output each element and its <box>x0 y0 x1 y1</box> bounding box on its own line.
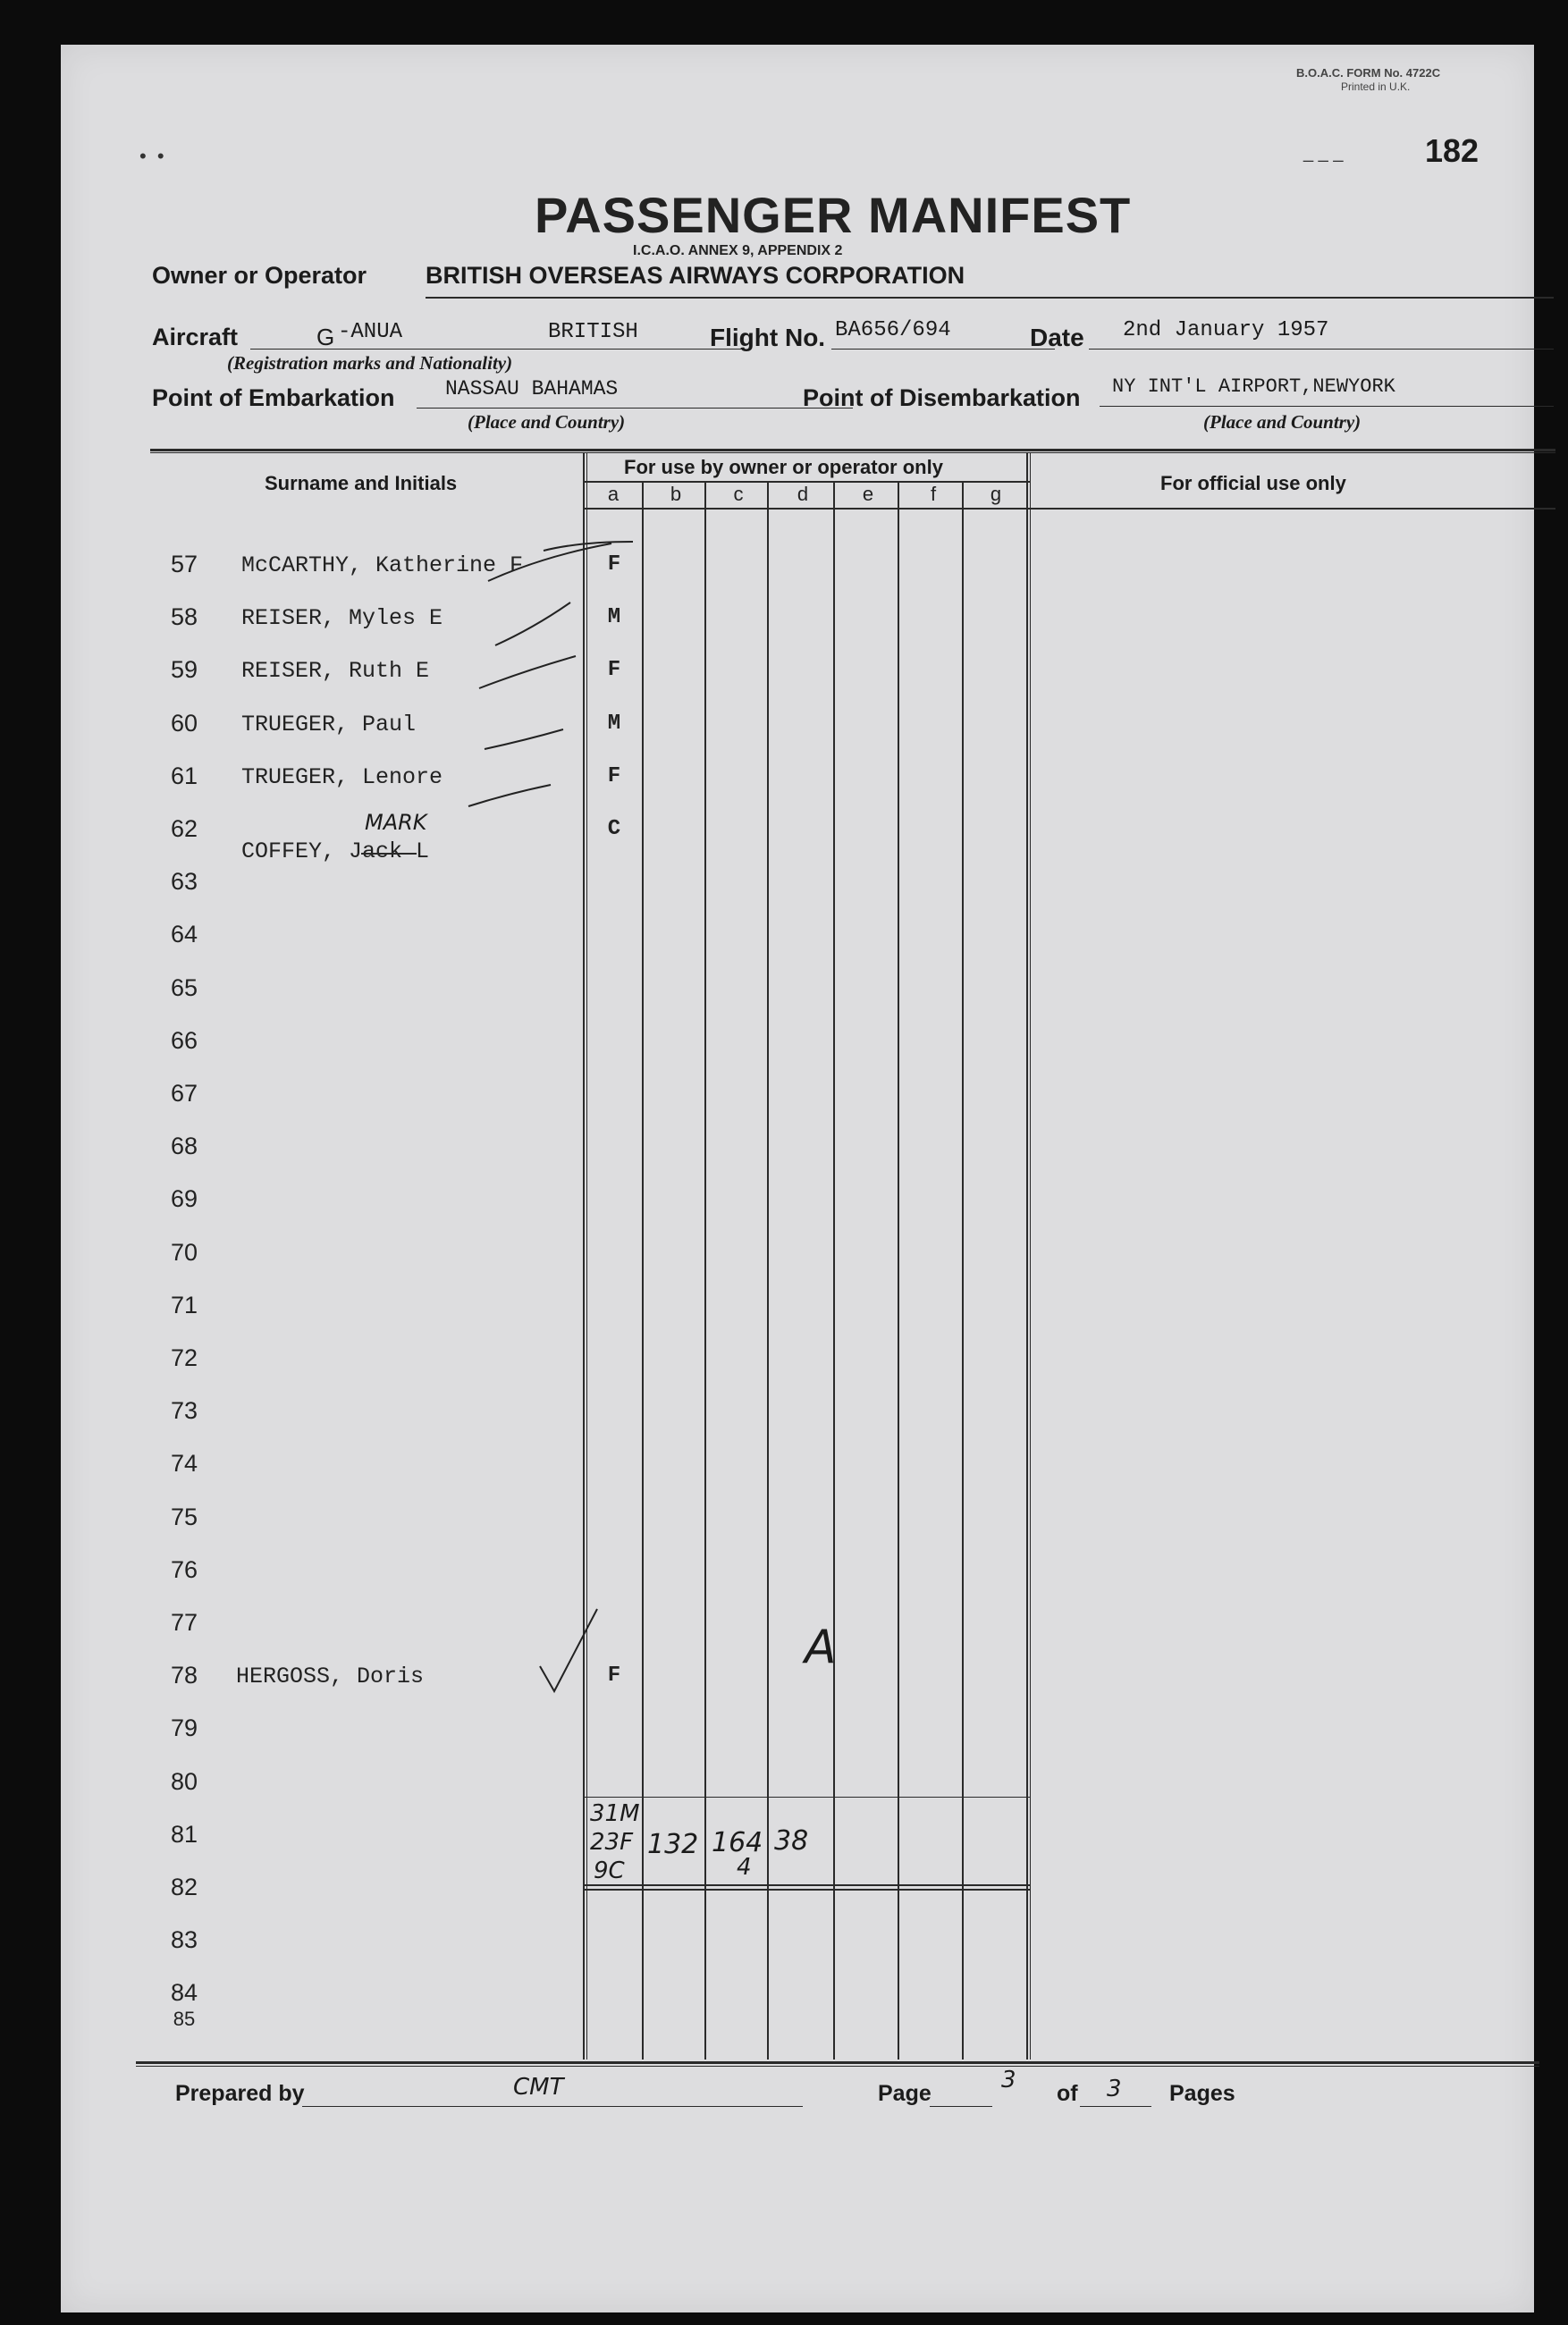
aircraft-reg: -ANUA <box>338 320 403 344</box>
row-number: 84 <box>170 1979 198 2007</box>
totals-a-line3: 9C <box>594 1857 625 1884</box>
row-number: 63 <box>170 868 198 896</box>
handwritten-marks <box>61 45 1534 2312</box>
passenger-name: TRUEGER, Paul <box>241 711 417 737</box>
aircraft-caption: (Registration marks and Nationality) <box>227 352 513 374</box>
row-number: 66 <box>170 1026 198 1054</box>
row-number: 83 <box>170 1926 198 1954</box>
page-stamp: 182 <box>1425 132 1479 169</box>
totals-d: 38 <box>774 1825 809 1857</box>
aircraft-reg-prefix: G <box>316 324 335 350</box>
totals-a-line2: 23F <box>590 1829 634 1856</box>
row-number: 69 <box>170 1185 198 1213</box>
row-number: 79 <box>170 1714 198 1742</box>
row-number: 60 <box>170 709 198 737</box>
row-number: 65 <box>170 973 198 1001</box>
page-subtitle: I.C.A.O. ANNEX 9, APPENDIX 2 <box>633 243 843 258</box>
embark-label: Point of Embarkation <box>152 384 395 411</box>
tick-mark-59 <box>495 602 570 645</box>
row-number: 80 <box>170 1767 198 1795</box>
sex-code: M <box>607 711 621 736</box>
date-label: Date <box>1030 324 1084 351</box>
row-number: 73 <box>170 1397 198 1425</box>
passenger-name: REISER, Myles E <box>241 605 443 632</box>
surname-header: Surname and Initials <box>265 472 458 494</box>
row-number: 58 <box>170 603 198 631</box>
page-title: PASSENGER MANIFEST <box>535 187 1132 243</box>
totals-c-sub: 4 <box>737 1854 752 1881</box>
col-f-header: f <box>930 483 937 505</box>
embark-value: NASSAU BAHAMAS <box>445 377 619 400</box>
owner-label: Owner or Operator <box>152 262 367 289</box>
flight-value: BA656/694 <box>835 318 951 342</box>
col-g-header: g <box>990 483 1002 505</box>
totals-b: 132 <box>647 1829 699 1860</box>
row-number: 62 <box>170 815 198 842</box>
of-label: of <box>1057 2081 1078 2106</box>
passenger-name: TRUEGER, Lenore <box>241 763 443 790</box>
col-b-header: b <box>670 483 682 505</box>
tick-mark-62 <box>468 785 551 806</box>
aircraft-label: Aircraft <box>152 324 239 350</box>
name-correction: MARK <box>365 810 427 835</box>
tick-mark-60 <box>479 656 576 688</box>
col-d-header: d <box>797 483 809 505</box>
row-number: 61 <box>170 762 198 789</box>
manifest-page <box>61 45 1534 2312</box>
sex-code: F <box>607 552 621 577</box>
tick-mark-57 <box>544 542 633 551</box>
row-number: 70 <box>170 1238 198 1266</box>
disembark-value: NY INT'L AIRPORT,NEWYORK <box>1112 375 1395 398</box>
row-number: 68 <box>170 1133 198 1160</box>
stamp-dashes: _ _ _ <box>1303 143 1344 163</box>
pages-label: Pages <box>1169 2081 1235 2106</box>
sex-code: F <box>607 1664 621 1689</box>
row-number: 72 <box>170 1344 198 1371</box>
disembark-caption: (Place and Country) <box>1203 411 1361 433</box>
totals-a-line1: 31M <box>590 1800 640 1827</box>
row-number: 81 <box>170 1820 198 1848</box>
owner-use-header: For use by owner or operator only <box>624 456 943 478</box>
row-annotation: A <box>805 1621 837 1675</box>
totals-c: 164 <box>712 1827 763 1858</box>
row-number: 59 <box>170 656 198 684</box>
prepared-value: CMT <box>513 2074 564 2101</box>
tick-mark-61 <box>485 729 563 749</box>
sex-code: F <box>607 763 621 788</box>
sex-code: C <box>607 817 621 841</box>
sex-code: M <box>607 605 621 630</box>
passenger-name: REISER, Ruth E <box>241 658 430 685</box>
of-value: 3 <box>1107 2076 1122 2102</box>
official-header: For official use only <box>1160 472 1346 494</box>
check-mark-78 <box>540 1609 597 1691</box>
corner-marks: • • <box>139 145 164 167</box>
passenger-name: HERGOSS, Doris <box>236 1664 425 1690</box>
date-value: 2nd January 1957 <box>1123 318 1329 342</box>
sex-code: F <box>607 658 621 683</box>
row-number: 67 <box>170 1080 198 1107</box>
row-number: 78 <box>170 1662 198 1689</box>
row-number: 57 <box>170 551 198 577</box>
row-number: 74 <box>170 1450 198 1478</box>
aircraft-nationality: BRITISH <box>548 320 638 344</box>
page-value: 3 <box>1001 2067 1016 2093</box>
row-number: 82 <box>170 1874 198 1900</box>
page-label: Page <box>878 2081 932 2106</box>
row-number: 76 <box>170 1555 198 1583</box>
embark-caption: (Place and Country) <box>468 411 626 433</box>
disembark-label: Point of Disembarkation <box>803 384 1081 411</box>
form-printed: Printed in U.K. <box>1341 80 1411 93</box>
form-code: B.O.A.C. FORM No. 4722C <box>1296 66 1441 80</box>
col-e-header: e <box>862 483 874 505</box>
row-number: 85 <box>173 2007 196 2030</box>
row-number: 77 <box>170 1609 198 1636</box>
flight-label: Flight No. <box>710 324 826 351</box>
row-number: 75 <box>170 1503 198 1530</box>
col-a-header: a <box>607 483 620 505</box>
passenger-name: COFFEY, Jack L <box>241 838 430 864</box>
passenger-name: McCARTHY, Katherine F <box>241 552 524 578</box>
row-number: 64 <box>170 921 198 948</box>
col-c-header: c <box>733 483 744 505</box>
owner-value: BRITISH OVERSEAS AIRWAYS CORPORATION <box>426 262 965 289</box>
row-number: 71 <box>170 1291 198 1318</box>
prepared-label: Prepared by <box>175 2081 305 2106</box>
